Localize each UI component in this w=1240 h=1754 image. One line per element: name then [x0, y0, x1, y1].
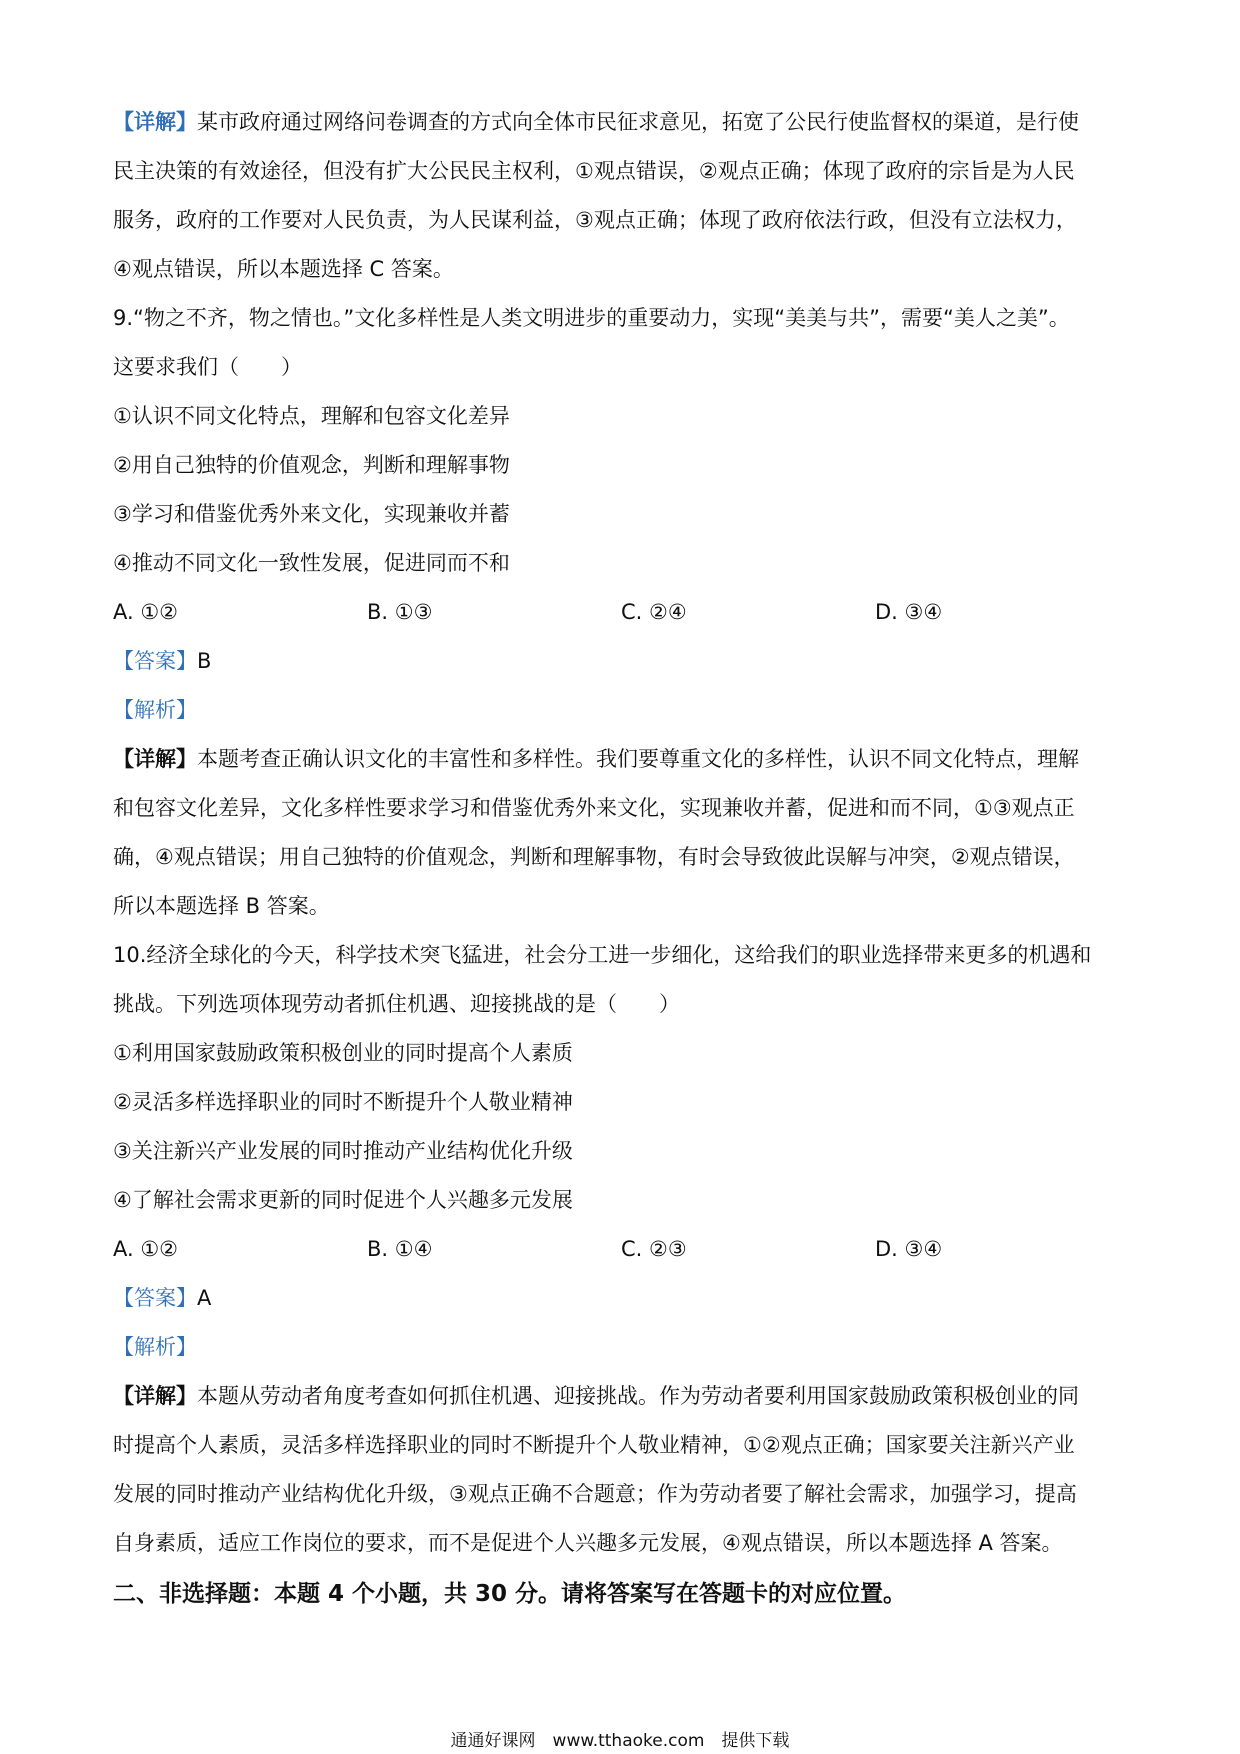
q10-option-d: D. ③④ [875, 1237, 943, 1261]
q10-options [113, 1225, 1129, 1274]
q9-detail-line: 所以本题选择 B 答案。 [113, 894, 330, 918]
q9-analysis [113, 686, 1129, 735]
page-content [113, 98, 1129, 1622]
answer-tag: 【答案】 [113, 649, 197, 673]
analysis-tag: 【解析】 [113, 1335, 197, 1359]
q9-detail [113, 735, 1129, 931]
q9-option-a: A. ①② [113, 600, 178, 624]
q9-stem-line: 这要求我们（ ） [113, 355, 302, 379]
analysis-tag: 【解析】 [113, 698, 197, 722]
q8-detail-line: 民主决策的有效途径，但没有扩大公民民主权利，①观点错误，②观点正确；体现了政府的宗旨是为人民 [113, 159, 1075, 183]
q9-statement: ②用自己独特的价值观念，判断和理解事物 [113, 453, 510, 477]
q9-option-d: D. ③④ [875, 600, 943, 624]
q10-statement: ①利用国家鼓励政策积极创业的同时提高个人素质 [113, 1041, 573, 1065]
q8-detail [113, 98, 1129, 294]
q10-statement: ④了解社会需求更新的同时促进个人兴趣多元发展 [113, 1188, 573, 1212]
q10-detail-line: 时提高个人素质，灵活多样选择职业的同时不断提升个人敬业精神，①②观点正确；国家要关注新兴产业 [113, 1433, 1075, 1457]
q9-detail-text: 本题考查正确认识文化的丰富性和多样性。我们要尊重文化的多样性，认识不同文化特点，理解 [197, 747, 1079, 771]
q10-option-b: B. ①④ [367, 1237, 433, 1261]
question-9 [113, 294, 1129, 931]
q9-detail-line: 和包容文化差异，文化多样性要求学习和借鉴优秀外来文化，实现兼收并蓄，促进和而不同，①③观点正 [113, 796, 1075, 820]
q10-statement: ③关注新兴产业发展的同时推动产业结构优化升级 [113, 1139, 573, 1163]
q9-option-b: B. ①③ [367, 600, 433, 624]
q10-answer [113, 1274, 1129, 1323]
q10-detail-line: 自身素质，适应工作岗位的要求，而不是促进个人兴趣多元发展，④观点错误，所以本题选择 A 答案。 [113, 1531, 1063, 1555]
q10-detail-line [113, 1372, 1129, 1421]
q9-detail-line [113, 735, 1129, 784]
q9-options [113, 588, 1129, 637]
detail-tag: 【详解】 [113, 110, 197, 134]
q10-stem-line: 10.经济全球化的今天，科学技术突飞猛进，社会分工进一步细化，这给我们的职业选择带来更多的机遇和 [113, 943, 1092, 967]
q8-detail-text: 某市政府通过网络问卷调查的方式向全体市民征求意见，拓宽了公民行使监督权的渠道，是行使 [197, 110, 1079, 134]
q9-answer-value: B [197, 649, 212, 673]
q10-detail-text: 本题从劳动者角度考查如何抓住机遇、迎接挑战。作为劳动者要利用国家鼓励政策积极创业的同 [197, 1384, 1079, 1408]
q10-analysis [113, 1323, 1129, 1372]
answer-tag: 【答案】 [113, 1286, 197, 1310]
page-footer: 通通好课网 www.tthaoke.com 提供下载 [450, 1731, 790, 1751]
q10-option-a: A. ①② [113, 1237, 178, 1261]
q10-detail-line: 发展的同时推动产业结构优化升级，③观点正确不合题意；作为劳动者要了解社会需求，加强学习，提高 [113, 1482, 1077, 1506]
detail-tag: 【详解】 [113, 1384, 197, 1408]
q10-option-c: C. ②③ [621, 1237, 687, 1261]
q10-statement: ②灵活多样选择职业的同时不断提升个人敬业精神 [113, 1090, 573, 1114]
q9-option-c: C. ②④ [621, 600, 687, 624]
q8-detail-line: ④观点错误，所以本题选择 C 答案。 [113, 257, 454, 281]
q10-answer-value: A [197, 1286, 212, 1310]
q9-statement: ③学习和借鉴优秀外来文化，实现兼收并蓄 [113, 502, 510, 526]
question-10 [113, 931, 1129, 1568]
q10-detail [113, 1372, 1129, 1568]
q9-detail-line: 确，④观点错误；用自己独特的价值观念，判断和理解事物，有时会导致彼此误解与冲突，②观点错误， [113, 845, 1075, 869]
section-2-heading: 二、非选择题：本题 4 个小题，共 30 分。请将答案写在答题卡的对应位置。 [113, 1581, 907, 1607]
q9-answer [113, 637, 1129, 686]
q9-statement: ④推动不同文化一致性发展，促进同而不和 [113, 551, 510, 575]
q8-detail-line [113, 98, 1129, 147]
q9-statement: ①认识不同文化特点，理解和包容文化差异 [113, 404, 510, 428]
q10-stem-line: 挑战。下列选项体现劳动者抓住机遇、迎接挑战的是（ ） [113, 992, 680, 1016]
detail-tag: 【详解】 [113, 747, 197, 771]
q9-stem-line: 9.“物之不齐，物之情也。”文化多样性是人类文明进步的重要动力，实现“美美与共”，需要“美人之美”。 [113, 306, 1070, 330]
q8-detail-line: 服务，政府的工作要对人民负责，为人民谋利益，③观点正确；体现了政府依法行政，但没有立法权力， [113, 208, 1077, 232]
